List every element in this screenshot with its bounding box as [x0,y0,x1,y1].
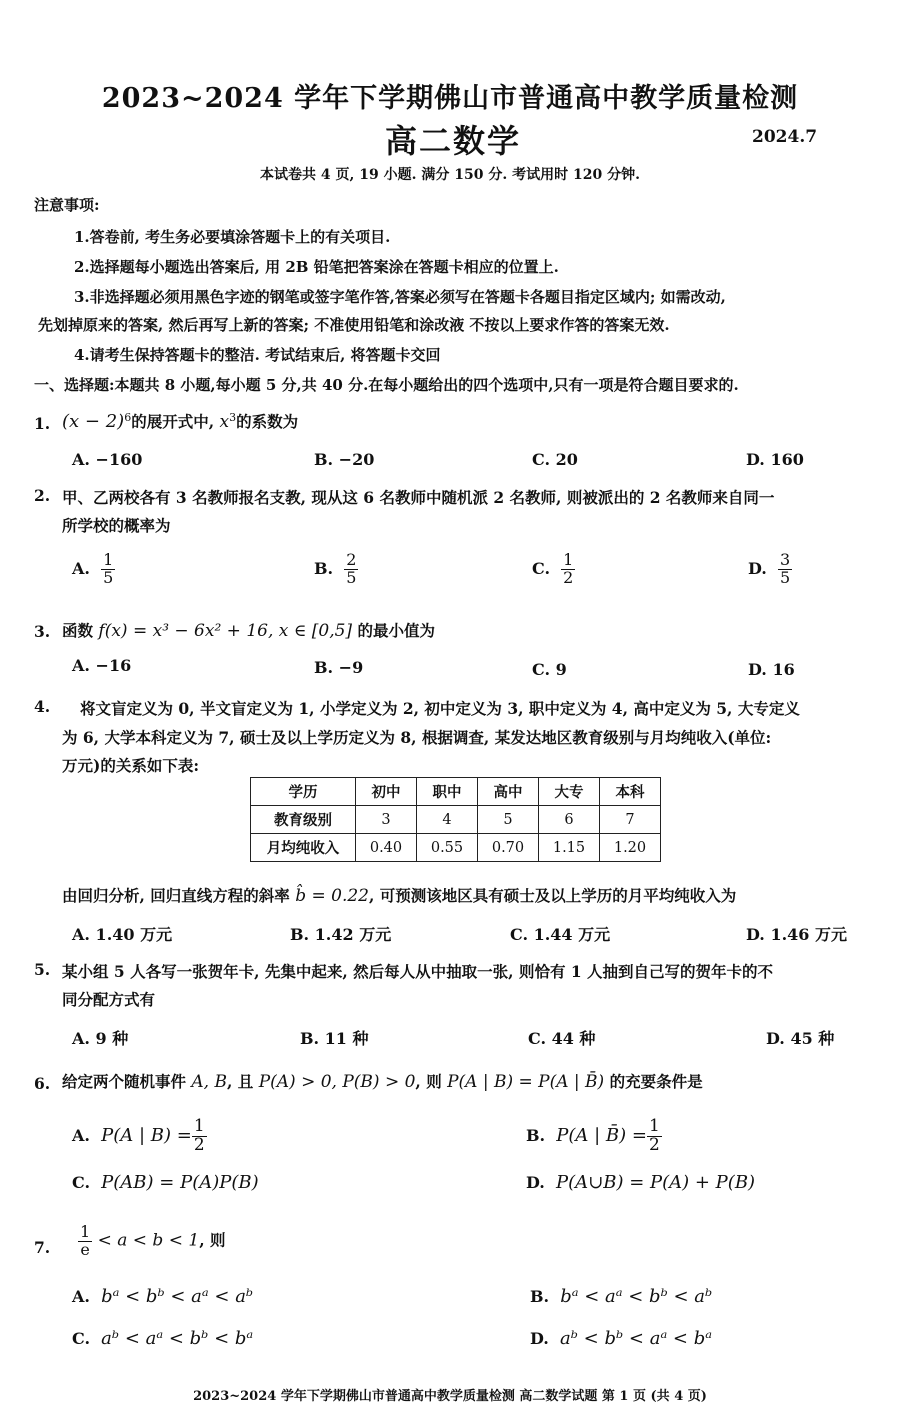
q6-option-b-math: P(A | B̄) = [556,1124,647,1146]
q7-option-d-label: D. [530,1329,549,1348]
q4-line3: 万元)的关系如下表: [62,756,200,775]
q6-option-a-math: P(A | B) = [101,1124,192,1146]
q2-a-den: 5 [103,567,114,587]
q2-line2: 所学校的概率为 [62,516,171,535]
q7-option-b[interactable] [530,1286,712,1307]
table-header-cell: 大专 [539,778,600,806]
q6-post: 的充要条件是 [604,1072,703,1091]
note-1: 1.答卷前, 考生务必要填涂答题卡上的有关项目. [74,228,391,246]
subject-title: 高二数学 [385,122,522,160]
q6-events: A, B [191,1072,227,1092]
q2-c-num: 1 [563,550,574,569]
table-cell: 1.20 [600,834,661,862]
q3-option-c[interactable]: C. 9 [532,660,567,679]
q1-var: x [219,412,230,432]
table-cell: 4 [417,806,478,834]
q6-option-b-label: B. [526,1125,546,1145]
q7-option-c-label: C. [72,1329,91,1348]
q7-option-c-math: aᵇ < aᵃ < bᵇ < bᵃ [101,1328,254,1349]
table-header-row [251,778,661,806]
exam-title: 2023~2024 学年下学期佛山市普通高中教学质量检测 [101,83,799,114]
exam-date: 2024.7 [752,127,818,147]
table-row [251,834,661,862]
q2-option-a-label: A. [72,558,90,578]
q7-frac [78,1224,92,1259]
q2-number: 2. [34,486,51,505]
q7-option-a-math: bᵃ < bᵇ < aᵃ < aᵇ [101,1286,254,1307]
table-header-cell: 本科 [600,778,661,806]
q2-b-den: 5 [346,567,357,587]
q6-mid2: , 则 [415,1072,448,1091]
table-cell: 0.70 [478,834,539,862]
q3-number: 3. [34,622,51,641]
q4-option-a[interactable]: A. 1.40 万元 [72,925,173,944]
q5-option-d[interactable]: D. 45 种 [766,1029,835,1048]
q2-b-num: 2 [346,550,357,569]
q4-line1: 将文盲定义为 0, 半文盲定义为 1, 小学定义为 2, 初中定义为 3, 职中定义为 4, 高中定义为 5, 大专定义 [80,699,800,718]
q6-b-den: 2 [648,1134,660,1155]
note-4: 4.请考生保持答题卡的整洁. 考试结束后, 将答题卡交回 [74,346,441,364]
q3-expr: f(x) = x³ − 6x² + 16, x ∈ [0,5] [98,621,353,641]
note-2: 2.选择题每小题选出答案后, 用 2B 铅笔把答案涂在答题卡相应的位置上. [74,258,559,276]
q5-option-a[interactable]: A. 9 种 [72,1029,129,1048]
exam-intro: 本试卷共 4 页, 19 小题. 满分 150 分. 考试用时 120 分钟. [260,167,640,183]
q2-d-num: 3 [780,550,791,569]
q2-option-a-frac [101,552,115,587]
q2-option-b[interactable] [314,552,358,587]
table-header-cell: 职中 [417,778,478,806]
q4-option-c[interactable]: C. 1.44 万元 [510,925,611,944]
q6-option-a-label: A. [72,1125,90,1145]
q1-option-c[interactable]: C. 20 [532,450,578,469]
q2-option-d[interactable] [748,552,792,587]
q2-option-b-label: B. [314,558,334,578]
q5-number: 5. [34,960,51,979]
q1-number: 1. [34,414,51,433]
table-header-cell: 学历 [251,778,356,806]
q6-option-d-math: P(A∪B) = P(A) + P(B) [556,1172,756,1193]
q7-cond: < a < b < 1 [92,1230,200,1251]
page-footer: 2023~2024 学年下学期佛山市普通高中教学质量检测 高二数学试题 第 1 页 (共 4 页) [193,1389,707,1404]
table-cell: 7 [600,806,661,834]
q5-option-b[interactable]: B. 11 种 [300,1029,369,1048]
q6-option-b[interactable] [526,1118,662,1155]
q6-cond: P(A) > 0, P(B) > 0 [258,1072,416,1092]
q6-equality: P(A | B) = P(A | B̄) [447,1072,605,1092]
q1-exp: 6 [124,410,132,424]
q1-text1: 的展开式中, [131,412,220,431]
q3-pre: 函数 [62,621,99,640]
q2-a-num: 1 [103,550,114,569]
q1-stem [62,410,298,432]
notes-heading: 注意事项: [34,196,100,214]
education-income-table [250,777,661,862]
q4-slope: b̂ = 0.22 [295,886,369,906]
q2-option-c-label: C. [532,558,551,578]
q5-option-c[interactable]: C. 44 种 [528,1029,596,1048]
q7-stem [78,1224,225,1259]
section-1-heading: 一、选择题:本题共 8 小题,每小题 5 分,共 40 分.在每小题给出的四个选项中,只有一项是符合题目要求的. [34,376,739,394]
q6-option-a-frac [192,1118,207,1155]
q1-option-a[interactable]: A. −160 [72,450,143,469]
table-cell: 月均纯收入 [251,834,356,862]
q2-option-a[interactable] [72,552,115,587]
q7-option-b-math: bᵃ < aᵃ < bᵇ < aᵇ [560,1286,713,1307]
q3-option-d[interactable]: D. 16 [748,660,795,679]
q7-frac-num: 1 [80,1222,91,1241]
q4-option-b[interactable]: B. 1.42 万元 [290,925,392,944]
q7-frac-den: e [80,1239,90,1259]
q6-option-c-label: C. [72,1173,91,1192]
q6-number: 6. [34,1074,51,1093]
q2-option-c[interactable] [532,552,575,587]
q7-number: 7. [34,1238,51,1257]
q3-stem [62,619,435,641]
q1-varexp: 3 [229,410,237,424]
table-cell: 1.15 [539,834,600,862]
q4-after-pre: 由回归分析, 回归直线方程的斜率 [62,886,296,905]
table-cell: 0.40 [356,834,417,862]
q7-option-a[interactable] [72,1286,253,1307]
q7-option-c[interactable] [72,1328,253,1349]
q7-option-d-math: aᵇ < bᵇ < aᵃ < bᵃ [560,1328,713,1349]
q6-stem [62,1070,703,1092]
q6-a-num: 1 [193,1116,205,1136]
q1-option-d[interactable]: D. 160 [746,450,804,469]
table-cell: 6 [539,806,600,834]
q2-option-b-frac [344,552,358,587]
table-cell: 0.55 [417,834,478,862]
q4-option-d[interactable]: D. 1.46 万元 [746,925,847,944]
q2-option-d-frac [778,552,792,587]
q1-text2: 的系数为 [236,412,299,431]
table-row [251,806,661,834]
q5-line1: 某小组 5 人各写一张贺年卡, 先集中起来, 然后每人从中抽取一张, 则恰有 1 人抽到自己写的贺年卡的不 [62,962,774,981]
q7-option-d[interactable] [530,1328,712,1349]
q6-mid1: , 且 [226,1072,259,1091]
q5-line2: 同分配方式有 [62,990,156,1009]
q6-pre: 给定两个随机事件 [62,1072,192,1091]
table-cell: 3 [356,806,417,834]
table-cell: 教育级别 [251,806,356,834]
q6-a-den: 2 [193,1134,205,1155]
q3-option-b[interactable]: B. −9 [314,658,364,677]
table-header-cell: 初中 [356,778,417,806]
table-header-cell: 高中 [478,778,539,806]
table-cell: 5 [478,806,539,834]
note-3-cont: 先划掉原来的答案, 然后再写上新的答案; 不准使用铅笔和涂改液 不按以上要求作答的答案无效. [38,316,670,334]
q3-option-a[interactable]: A. −16 [72,656,132,675]
q6-option-d-label: D. [526,1173,545,1192]
q7-post: , 则 [199,1230,226,1250]
q4-number: 4. [34,697,51,716]
note-3: 3.非选择题必须用黑色字迹的钢笔或签字笔作答,答案必须写在答题卡各题目指定区域内; 如需改动, [74,288,726,306]
q6-option-c[interactable] [72,1172,259,1193]
q2-line1: 甲、乙两校各有 3 名教师报名支教, 现从这 6 名教师中随机派 2 名教师, 则被派出的 2 名教师来自同一 [62,488,775,507]
q4-regression-text [62,884,736,906]
q4-line2: 为 6, 大学本科定义为 7, 硕士及以上学历定义为 8, 根据调查, 某发达地区教育级别与月均纯收入(单位: [62,728,772,747]
q2-option-d-label: D. [748,558,767,578]
q4-after-post: , 可预测该地区具有硕士及以上学历的月平均纯收入为 [369,886,737,905]
q7-option-b-label: B. [530,1287,550,1306]
q6-option-a[interactable] [72,1118,207,1155]
q6-option-c-math: P(AB) = P(A)P(B) [101,1172,259,1193]
q6-option-d[interactable] [526,1172,755,1193]
q6-option-b-frac [647,1118,662,1155]
q6-b-num: 1 [648,1116,660,1136]
q2-option-c-frac [561,552,575,587]
q1-expr: (x − 2) [62,411,125,432]
q2-c-den: 2 [563,567,574,587]
q2-d-den: 5 [780,567,791,587]
q3-post: 的最小值为 [352,621,435,640]
q1-option-b[interactable]: B. −20 [314,450,375,469]
q7-option-a-label: A. [72,1287,90,1306]
